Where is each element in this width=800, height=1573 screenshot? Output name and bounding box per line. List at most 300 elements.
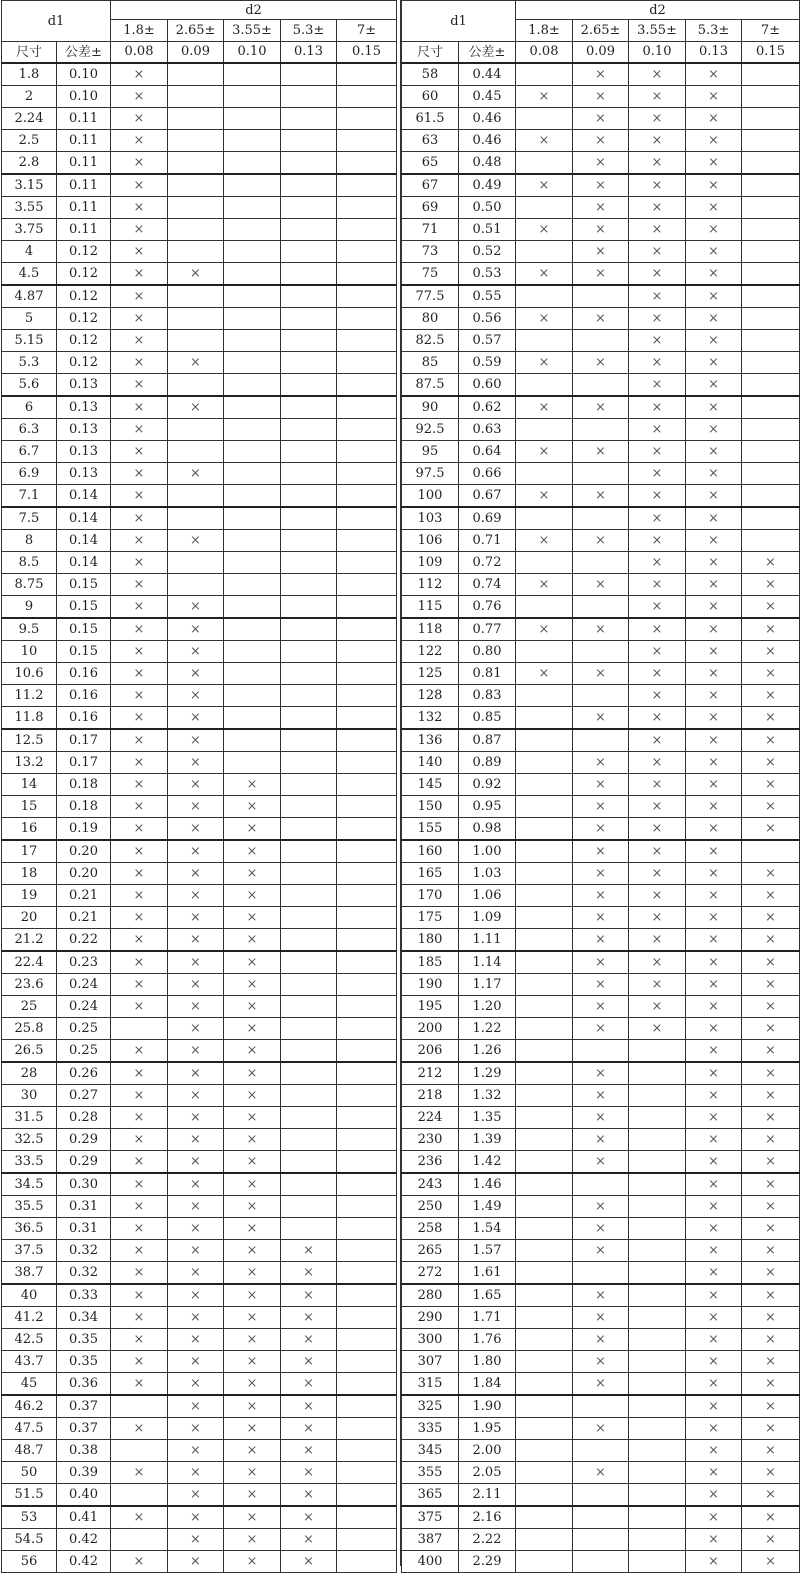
size-cell: 272 — [402, 1262, 459, 1285]
tolerance-cell: 1.84 — [459, 1373, 516, 1396]
size-cell: 32.5 — [2, 1129, 57, 1151]
table-row — [402, 485, 800, 508]
tolerance-cell: 0.46 — [459, 130, 516, 152]
tolerance-cell: 0.17 — [57, 752, 111, 774]
tolerance-cell: 0.12 — [57, 263, 111, 286]
empty-cell — [168, 130, 224, 152]
available-mark: × — [224, 1329, 281, 1351]
available-mark: × — [111, 1173, 168, 1196]
empty-cell — [742, 63, 800, 86]
available-mark: × — [629, 396, 686, 419]
empty-cell — [281, 1218, 337, 1240]
empty-cell — [281, 285, 337, 308]
empty-cell — [337, 485, 397, 508]
size-cell: 8 — [2, 530, 57, 552]
available-mark: × — [742, 1373, 800, 1396]
available-mark: × — [168, 1529, 224, 1551]
empty-cell — [337, 86, 397, 108]
empty-cell — [224, 752, 281, 774]
empty-cell — [516, 729, 573, 752]
table-row — [402, 707, 800, 730]
available-mark: × — [281, 1462, 337, 1484]
available-mark: × — [742, 1307, 800, 1329]
available-mark: × — [168, 818, 224, 841]
size-cell: 11.8 — [2, 707, 57, 730]
table-row — [2, 929, 397, 952]
available-mark: × — [516, 574, 573, 596]
available-mark: × — [168, 618, 224, 641]
table-row — [2, 174, 397, 197]
empty-cell — [516, 641, 573, 663]
size-cell: 10.6 — [2, 663, 57, 685]
table-row — [2, 1218, 397, 1240]
d2-col-4-bottom: 0.13 — [281, 42, 337, 64]
empty-cell — [516, 818, 573, 841]
empty-cell — [224, 552, 281, 574]
size-cell: 307 — [402, 1351, 459, 1373]
tolerance-cell: 0.20 — [57, 840, 111, 863]
tolerance-cell: 0.18 — [57, 774, 111, 796]
empty-cell — [742, 463, 800, 485]
tolerance-cell: 1.14 — [459, 951, 516, 974]
size-cell: 150 — [402, 796, 459, 818]
available-mark: × — [168, 907, 224, 929]
empty-cell — [224, 285, 281, 308]
size-cell: 106 — [402, 530, 459, 552]
tolerance-cell: 0.42 — [57, 1551, 111, 1573]
available-mark: × — [516, 219, 573, 241]
table-row — [402, 507, 800, 530]
empty-cell — [281, 152, 337, 175]
empty-cell — [337, 308, 397, 330]
empty-cell — [516, 1040, 573, 1063]
empty-cell — [281, 1151, 337, 1174]
available-mark: × — [516, 263, 573, 286]
table-row — [2, 1107, 397, 1129]
empty-cell — [337, 1040, 397, 1063]
table-row — [2, 1440, 397, 1462]
table-row — [402, 130, 800, 152]
available-mark: × — [168, 1506, 224, 1529]
size-cell: 4.87 — [2, 285, 57, 308]
available-mark: × — [224, 907, 281, 929]
available-mark: × — [111, 1107, 168, 1129]
empty-cell — [337, 707, 397, 730]
d2-col-3-top: 3.55± — [629, 20, 686, 42]
size-cell: 236 — [402, 1151, 459, 1174]
tolerance-cell: 0.27 — [57, 1085, 111, 1107]
empty-cell — [516, 1329, 573, 1351]
available-mark: × — [686, 152, 742, 175]
available-mark: × — [686, 840, 742, 863]
table-row — [402, 1329, 800, 1351]
tolerance-cell: 1.90 — [459, 1395, 516, 1418]
available-mark: × — [573, 618, 629, 641]
table-row — [402, 1107, 800, 1129]
d2-col-3-bottom: 0.10 — [629, 42, 686, 64]
available-mark: × — [168, 707, 224, 730]
size-cell: 2.5 — [2, 130, 57, 152]
available-mark: × — [742, 1062, 800, 1085]
empty-cell — [337, 463, 397, 485]
tolerance-cell: 0.74 — [459, 574, 516, 596]
empty-cell — [337, 796, 397, 818]
empty-cell — [337, 1551, 397, 1573]
table-row — [402, 197, 800, 219]
available-mark: × — [516, 352, 573, 374]
size-cell: 8.75 — [2, 574, 57, 596]
available-mark: × — [629, 463, 686, 485]
available-mark: × — [742, 1262, 800, 1285]
tolerance-cell: 2.16 — [459, 1506, 516, 1529]
table-row — [2, 907, 397, 929]
size-cell: 67 — [402, 174, 459, 197]
available-mark: × — [516, 485, 573, 508]
size-cell: 65 — [402, 152, 459, 175]
available-mark: × — [629, 596, 686, 619]
table-row — [2, 1040, 397, 1063]
tolerance-cell: 0.11 — [57, 219, 111, 241]
available-mark: × — [573, 174, 629, 197]
tolerance-cell: 1.00 — [459, 840, 516, 863]
available-mark: × — [573, 1418, 629, 1440]
empty-cell — [337, 863, 397, 885]
size-cell: 103 — [402, 507, 459, 530]
tolerance-cell: 0.37 — [57, 1395, 111, 1418]
size-cell: 250 — [402, 1196, 459, 1218]
available-mark: × — [168, 1018, 224, 1040]
available-mark: × — [686, 1218, 742, 1240]
available-mark: × — [224, 1107, 281, 1129]
empty-cell — [516, 840, 573, 863]
empty-cell — [516, 197, 573, 219]
size-cell: 23.6 — [2, 974, 57, 996]
available-mark: × — [629, 152, 686, 175]
table-row — [2, 197, 397, 219]
available-mark: × — [686, 929, 742, 952]
size-cell: 335 — [402, 1418, 459, 1440]
empty-cell — [516, 1262, 573, 1285]
right-table-body — [402, 63, 800, 1573]
tolerance-cell: 0.16 — [57, 685, 111, 707]
table-row — [2, 152, 397, 175]
available-mark: × — [742, 1018, 800, 1040]
table-row — [2, 729, 397, 752]
table-row — [2, 130, 397, 152]
empty-cell — [281, 996, 337, 1018]
table-row — [2, 774, 397, 796]
available-mark: × — [111, 1085, 168, 1107]
available-mark: × — [686, 396, 742, 419]
size-cell: 9 — [2, 596, 57, 619]
size-cell: 280 — [402, 1284, 459, 1307]
available-mark: × — [168, 729, 224, 752]
size-cell: 19 — [2, 885, 57, 907]
available-mark: × — [686, 685, 742, 707]
empty-cell — [281, 685, 337, 707]
empty-cell — [337, 907, 397, 929]
empty-cell — [224, 530, 281, 552]
size-cell: 243 — [402, 1173, 459, 1196]
empty-cell — [281, 552, 337, 574]
available-mark: × — [629, 729, 686, 752]
size-cell: 355 — [402, 1462, 459, 1484]
available-mark: × — [686, 885, 742, 907]
empty-cell — [742, 352, 800, 374]
tolerance-cell: 0.46 — [459, 108, 516, 130]
empty-cell — [281, 197, 337, 219]
size-cell: 2.24 — [2, 108, 57, 130]
tolerance-cell: 0.31 — [57, 1218, 111, 1240]
available-mark: × — [111, 1284, 168, 1307]
available-mark: × — [686, 63, 742, 86]
size-cell: 175 — [402, 907, 459, 929]
empty-cell — [516, 1440, 573, 1462]
table-row — [402, 108, 800, 130]
available-mark: × — [686, 596, 742, 619]
tolerance-cell: 0.11 — [57, 174, 111, 197]
empty-cell — [281, 663, 337, 685]
tolerance-cell: 0.95 — [459, 796, 516, 818]
size-cell: 125 — [402, 663, 459, 685]
available-mark: × — [686, 1506, 742, 1529]
table-row — [2, 419, 397, 441]
size-cell: 5.15 — [2, 330, 57, 352]
available-mark: × — [742, 1196, 800, 1218]
available-mark: × — [629, 530, 686, 552]
empty-cell — [281, 174, 337, 197]
empty-cell — [742, 530, 800, 552]
size-cell: 47.5 — [2, 1418, 57, 1440]
empty-cell — [337, 63, 397, 86]
empty-cell — [516, 419, 573, 441]
available-mark: × — [281, 1529, 337, 1551]
available-mark: × — [168, 863, 224, 885]
available-mark: × — [573, 1329, 629, 1351]
available-mark: × — [516, 86, 573, 108]
available-mark: × — [111, 108, 168, 130]
empty-cell — [573, 1395, 629, 1418]
available-mark: × — [573, 352, 629, 374]
empty-cell — [516, 1284, 573, 1307]
available-mark: × — [281, 1262, 337, 1285]
empty-cell — [224, 130, 281, 152]
d2-col-5-bottom: 0.15 — [337, 42, 397, 64]
size-cell: 92.5 — [402, 419, 459, 441]
available-mark: × — [224, 774, 281, 796]
tolerance-cell: 1.80 — [459, 1351, 516, 1373]
table-row — [2, 663, 397, 685]
available-mark: × — [742, 685, 800, 707]
available-mark: × — [516, 308, 573, 330]
available-mark: × — [629, 63, 686, 86]
available-mark: × — [629, 818, 686, 841]
tolerance-cell: 0.85 — [459, 707, 516, 730]
table-row — [402, 974, 800, 996]
tolerance-cell: 0.50 — [459, 197, 516, 219]
table-row — [402, 1040, 800, 1063]
available-mark: × — [224, 1196, 281, 1218]
available-mark: × — [742, 1040, 800, 1063]
size-cell: 5.3 — [2, 352, 57, 374]
available-mark: × — [168, 885, 224, 907]
available-mark: × — [111, 330, 168, 352]
empty-cell — [224, 108, 281, 130]
available-mark: × — [686, 1329, 742, 1351]
size-cell: 365 — [402, 1484, 459, 1507]
empty-cell — [224, 219, 281, 241]
empty-cell — [516, 685, 573, 707]
size-cell: 18 — [2, 863, 57, 885]
empty-cell — [281, 729, 337, 752]
available-mark: × — [111, 618, 168, 641]
available-mark: × — [224, 1551, 281, 1573]
available-mark: × — [742, 1506, 800, 1529]
table-row — [2, 1551, 397, 1573]
empty-cell — [337, 1173, 397, 1196]
available-mark: × — [168, 530, 224, 552]
available-mark: × — [224, 1173, 281, 1196]
tolerance-cell: 0.10 — [57, 63, 111, 86]
empty-cell — [516, 863, 573, 885]
available-mark: × — [573, 752, 629, 774]
available-mark: × — [742, 1107, 800, 1129]
available-mark: × — [168, 1284, 224, 1307]
empty-cell — [337, 374, 397, 397]
empty-cell — [573, 1506, 629, 1529]
tolerance-cell: 0.15 — [57, 618, 111, 641]
empty-cell — [337, 1373, 397, 1396]
empty-cell — [168, 108, 224, 130]
empty-cell — [337, 219, 397, 241]
empty-cell — [337, 241, 397, 263]
tolerance-cell: 0.33 — [57, 1284, 111, 1307]
available-mark: × — [686, 729, 742, 752]
size-cell: 25 — [2, 996, 57, 1018]
empty-cell — [337, 1062, 397, 1085]
table-row — [2, 263, 397, 286]
empty-cell — [281, 374, 337, 397]
empty-cell — [224, 330, 281, 352]
empty-cell — [516, 796, 573, 818]
d2-col-1-top: 1.8± — [111, 20, 168, 42]
size-cell: 9.5 — [2, 618, 57, 641]
tolerance-cell: 0.59 — [459, 352, 516, 374]
available-mark: × — [224, 1395, 281, 1418]
size-cell: 195 — [402, 996, 459, 1018]
size-cell: 82.5 — [402, 330, 459, 352]
available-mark: × — [111, 63, 168, 86]
available-mark: × — [742, 1129, 800, 1151]
size-cell: 118 — [402, 618, 459, 641]
available-mark: × — [111, 530, 168, 552]
size-cell: 11.2 — [2, 685, 57, 707]
available-mark: × — [629, 885, 686, 907]
available-mark: × — [742, 1329, 800, 1351]
available-mark: × — [224, 1484, 281, 1507]
empty-cell — [516, 1129, 573, 1151]
empty-cell — [516, 1062, 573, 1085]
size-cell: 71 — [402, 219, 459, 241]
available-mark: × — [111, 996, 168, 1018]
empty-cell — [629, 1262, 686, 1285]
empty-cell — [516, 552, 573, 574]
empty-cell — [516, 1018, 573, 1040]
empty-cell — [337, 1307, 397, 1329]
empty-cell — [337, 174, 397, 197]
size-cell: 345 — [402, 1440, 459, 1462]
tolerance-cell: 1.06 — [459, 885, 516, 907]
available-mark: × — [168, 951, 224, 974]
empty-cell — [337, 1506, 397, 1529]
tolerance-cell: 0.29 — [57, 1129, 111, 1151]
available-mark: × — [111, 1551, 168, 1573]
tolerance-cell: 0.49 — [459, 174, 516, 197]
size-cell: 45 — [2, 1373, 57, 1396]
available-mark: × — [686, 441, 742, 463]
available-mark: × — [516, 618, 573, 641]
tolerance-cell: 0.35 — [57, 1329, 111, 1351]
available-mark: × — [573, 197, 629, 219]
size-header: 尺寸 — [402, 42, 459, 64]
available-mark: × — [111, 729, 168, 752]
empty-cell — [742, 219, 800, 241]
empty-cell — [224, 419, 281, 441]
available-mark: × — [573, 1240, 629, 1262]
table-row — [402, 463, 800, 485]
size-cell: 170 — [402, 885, 459, 907]
table-row — [2, 1284, 397, 1307]
available-mark: × — [686, 374, 742, 397]
size-cell: 3.55 — [2, 197, 57, 219]
available-mark: × — [629, 485, 686, 508]
available-mark: × — [686, 641, 742, 663]
available-mark: × — [742, 885, 800, 907]
tolerance-cell: 1.39 — [459, 1129, 516, 1151]
table-row — [2, 1529, 397, 1551]
empty-cell — [516, 463, 573, 485]
available-mark: × — [111, 707, 168, 730]
size-cell: 26.5 — [2, 1040, 57, 1063]
tolerance-cell: 0.25 — [57, 1040, 111, 1063]
empty-cell — [573, 1484, 629, 1507]
empty-cell — [337, 552, 397, 574]
table-row — [402, 174, 800, 197]
size-cell: 28 — [2, 1062, 57, 1085]
empty-cell — [629, 1440, 686, 1462]
empty-cell — [337, 441, 397, 463]
size-cell: 7.5 — [2, 507, 57, 530]
empty-cell — [337, 130, 397, 152]
available-mark: × — [168, 663, 224, 685]
table-row — [402, 1196, 800, 1218]
available-mark: × — [111, 374, 168, 397]
available-mark: × — [168, 1151, 224, 1174]
available-mark: × — [573, 441, 629, 463]
available-mark: × — [168, 774, 224, 796]
empty-cell — [573, 507, 629, 530]
size-cell: 185 — [402, 951, 459, 974]
d2-header: d2 — [516, 1, 800, 20]
empty-cell — [337, 197, 397, 219]
available-mark: × — [573, 974, 629, 996]
empty-cell — [111, 1395, 168, 1418]
size-table-right — [401, 0, 800, 1573]
tolerance-cell: 0.32 — [57, 1262, 111, 1285]
table-row — [402, 330, 800, 352]
available-mark: × — [281, 1506, 337, 1529]
available-mark: × — [111, 663, 168, 685]
